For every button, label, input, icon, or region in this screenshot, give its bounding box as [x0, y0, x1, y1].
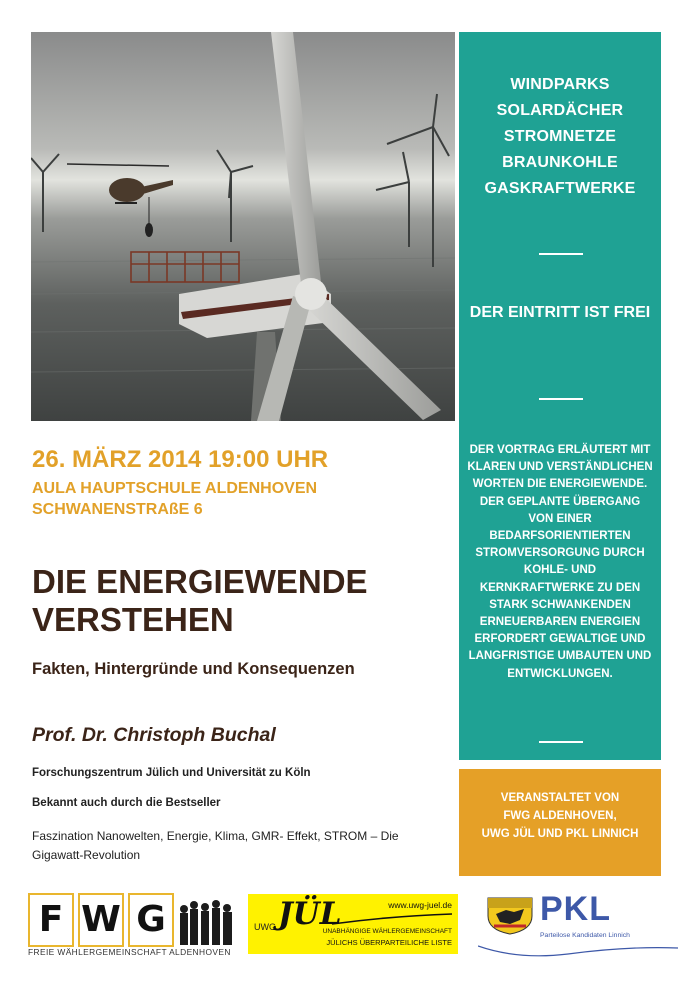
known-for-label: Bekannt auch durch die Bestseller	[32, 797, 221, 809]
people-silhouette-icon	[178, 895, 236, 945]
divider	[539, 741, 583, 743]
topic-item: BRAUNKOHLE	[502, 154, 618, 171]
turbine-hub	[295, 278, 327, 310]
divider	[539, 253, 583, 255]
talk-description: DER VORTRAG ERLÄUTERT MIT KLAREN UND VERSTÄNDLICHEN WORTEN DIE ENERGIEWENDE. DER GEPLANTE ÜBERGANG VON EINER BEDARFSORIENTIERTEN STROMVERSORGUNG DURCH KOHLE- UND KERNKRAFTWERKE ZU DEN STARK SCHWANKENDEN ERNEUERBAREN ENERGIEN ERFORDERT GEWALTIGE UND LANGFRISTIGE UMBAUTEN UND ENTWICKLUNGEN.	[467, 444, 653, 680]
jul-url: www.uwg-juel.de	[388, 900, 452, 910]
topic-list	[459, 72, 661, 202]
venue-address: SCHWANENSTRAßE 6	[32, 501, 203, 518]
venue-name: AULA HAUPTSCHULE ALDENHOVEN	[32, 480, 318, 497]
jul-subtitle: JÜLICHS ÜBERPARTEILICHE LISTE	[326, 938, 452, 947]
pkl-subtitle: Parteilose Kandidaten Linnich	[540, 932, 630, 939]
page-title	[32, 563, 368, 639]
topic-item: SOLARDÄCHER	[496, 102, 624, 119]
topic-item: WINDPARKS	[510, 76, 610, 93]
organizer-line: UWG JÜL UND PKL LINNICH	[481, 828, 639, 840]
topic-item: GASKRAFTWERKE	[484, 180, 636, 197]
talk-subtitle: Fakten, Hintergründe und Konsequenzen	[32, 660, 355, 678]
title-line: VERSTEHEN	[32, 601, 234, 638]
divider	[539, 398, 583, 400]
jul-prefix: UWG	[254, 922, 276, 932]
fwg-logo	[28, 893, 238, 959]
speaker-affiliation: Forschungszentrum Jülich und Universität zu Köln	[32, 767, 311, 779]
swoosh-icon	[332, 912, 452, 926]
wave-icon	[478, 940, 678, 962]
fwg-letter: F	[28, 893, 74, 947]
uwg-jul-logo	[248, 894, 458, 954]
wind-turbine-photo	[31, 32, 455, 421]
fwg-caption: FREIE WÄHLERGEMEINSCHAFT ALDENHOVEN	[28, 947, 231, 957]
event-datetime: 26. MÄRZ 2014 19:00 UHR	[32, 446, 329, 473]
jul-name: JÜL	[278, 896, 342, 932]
jul-subtitle: UNABHÄNGIGE WÄHLERGEMEINSCHAFT	[322, 928, 452, 935]
event-venue	[32, 478, 317, 520]
organizer-box	[459, 769, 661, 876]
title-line: DIE ENERGIEWENDE	[32, 563, 368, 600]
pkl-logo	[478, 892, 678, 964]
info-sidebar	[459, 32, 661, 760]
organizer-line: VERANSTALTET VON	[500, 792, 620, 804]
pkl-name: PKL	[540, 890, 611, 928]
topic-item: STROMNETZE	[503, 128, 617, 145]
fwg-letter: G	[128, 893, 174, 947]
book-list: Faszination Nanowelten, Energie, Klima, GMR- Effekt, STROM – Die Gigawatt-Revolution	[32, 829, 399, 862]
speaker-name: Prof. Dr. Christoph Buchal	[32, 724, 276, 746]
admission-notice: DER EINTRITT IST FREI	[469, 304, 651, 321]
fwg-letter: W	[78, 893, 124, 947]
organizer-line: FWG ALDENHOVEN,	[503, 810, 617, 822]
coat-of-arms-icon	[486, 896, 534, 936]
